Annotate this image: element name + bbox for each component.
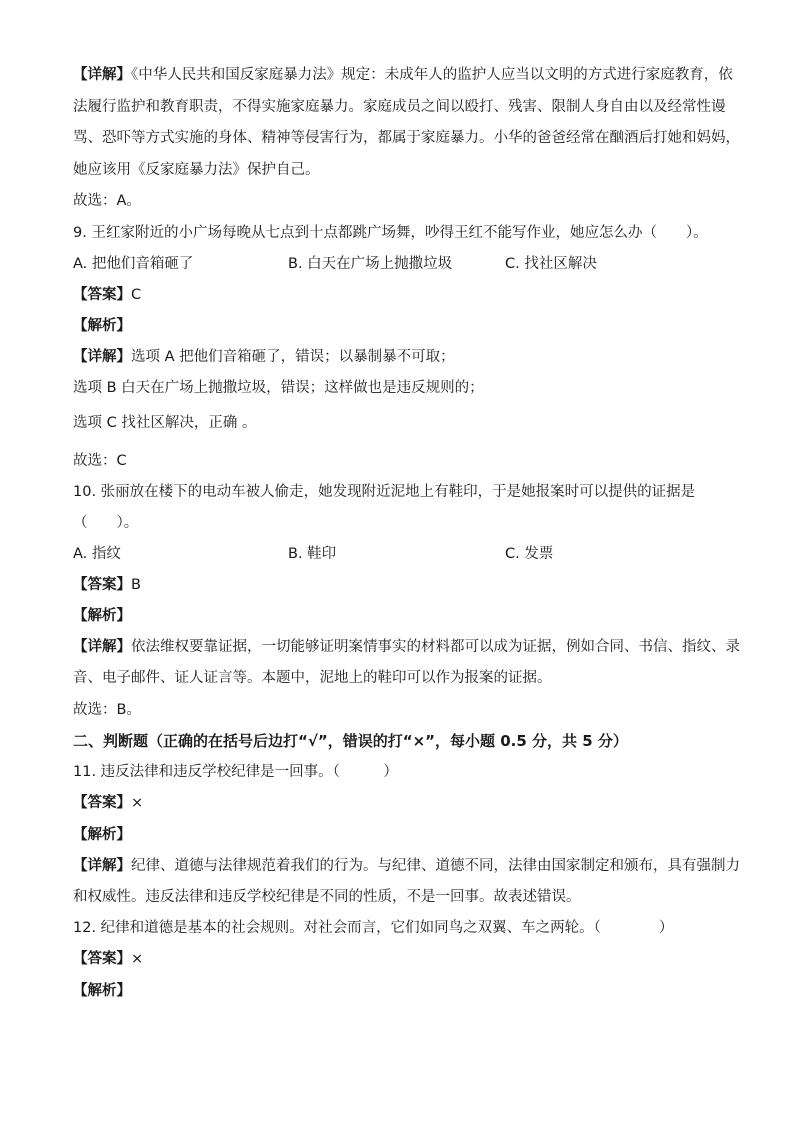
q10-option-c: C. 发票 <box>505 546 554 562</box>
label-tag: 【详解】 <box>73 67 131 83</box>
q9-choose: 故选：C <box>73 453 127 469</box>
section-heading: 二、判断题（正确的在括号后边打“√”，错误的打“×”，每小题 0.5 分，共 5 分） <box>73 732 628 750</box>
q9-detail-3: 选项 C 找社区解决，正确 。 <box>73 415 257 431</box>
label-tag: 【详解】 <box>73 349 131 365</box>
q10-detail-2: 音、电子邮件、证人证言等。本题中，泥地上的鞋印可以作为报案的证据。 <box>73 670 552 686</box>
label-tag: 【解析】 <box>73 827 131 843</box>
q9-question: 9. 王红家附近的小广场每晚从七点到十点都跳广场舞，吵得王红不能写作业，她应怎么办（ ）。 <box>73 225 708 241</box>
q9-answer <box>73 285 141 305</box>
label-tag: 【解析】 <box>73 983 131 999</box>
label-tag: 【答案】 <box>73 795 131 811</box>
label-tag: 【答案】 <box>73 577 131 593</box>
q9-option-a: A. 把他们音箱砸了 <box>73 256 194 272</box>
label-text: 《中华人民共和国反家庭暴力法》规定：未成年人的监护人应当以文明的方式进行家庭教育，依 <box>131 67 733 83</box>
label-tag: 【解析】 <box>73 318 131 334</box>
q11-detail-2: 和权威性。违反法律和违反学校纪律是不同的性质，不是一回事。故表述错误。 <box>73 889 581 905</box>
label-tag: 【答案】 <box>73 951 131 967</box>
label-text: 依法维权要靠证据，一切能够证明案情事实的材料都可以成为证据，例如合同、书信、指纹、录 <box>131 639 740 655</box>
q9-detail-2: 选项 B 白天在广场上抛撒垃圾，错误；这样做也是违反规则的； <box>73 380 484 396</box>
q9-option-b: B. 白天在广场上抛撒垃圾 <box>288 256 453 272</box>
q9-option-c: C. 找社区解决 <box>505 256 597 272</box>
q9-detail-1 <box>73 347 455 367</box>
label-text: 选项 A 把他们音箱砸了，错误；以暴制暴不可取； <box>131 349 455 365</box>
q12-answer <box>73 949 143 969</box>
label-tag: 【解析】 <box>73 608 131 624</box>
label-tag: 【答案】 <box>73 287 131 303</box>
q12-question: 12. 纪律和道德是基本的社会规则。对社会而言，它们如同鸟之双翼、车之两轮。（ ） <box>73 920 674 936</box>
q10-detail-1 <box>73 637 740 657</box>
label-text: 纪律、道德与法律规范着我们的行为。与纪律、道德不同，法律由国家制定和颁布，具有强制力 <box>131 858 740 874</box>
q10-question-line-2: （ ）。 <box>73 515 139 531</box>
q10-option-b: B. 鞋印 <box>288 546 337 562</box>
q10-analysis-heading <box>73 606 131 626</box>
q8-detail-line-1 <box>73 65 733 85</box>
q12-analysis-heading <box>73 981 131 1001</box>
q8-detail-line-3: 骂、恐吓等方式实施的身体、精神等侵害行为，都属于家庭暴力。小华的爸爸经常在酗酒后打她和妈妈， <box>73 130 740 146</box>
label-text: × <box>131 795 144 811</box>
label-text: B <box>131 577 141 593</box>
q11-detail-1 <box>73 856 740 876</box>
q10-choose: 故选：B。 <box>73 702 141 718</box>
q11-analysis-heading <box>73 825 131 845</box>
q8-choose: 故选：A。 <box>73 193 141 209</box>
q8-detail-line-2: 法履行监护和教育职责，不得实施家庭暴力。家庭成员之间以殴打、残害、限制人身自由以及经常性谩 <box>73 99 726 115</box>
label-tag: 【详解】 <box>73 639 131 655</box>
q10-answer <box>73 575 141 595</box>
q8-detail-line-4: 她应该用《反家庭暴力法》保护自己。 <box>73 162 320 178</box>
q10-option-a: A. 指纹 <box>73 546 121 562</box>
q11-question: 11. 违反法律和违反学校纪律是一回事。（ ） <box>73 764 398 780</box>
q10-question-line-1: 10. 张丽放在楼下的电动车被人偷走，她发现附近泥地上有鞋印，于是她报案时可以提供的证据是 <box>73 484 696 500</box>
label-text: C <box>131 287 142 303</box>
q11-answer <box>73 793 143 813</box>
label-text: × <box>131 951 144 967</box>
label-tag: 【详解】 <box>73 858 131 874</box>
q9-analysis-heading <box>73 316 131 336</box>
